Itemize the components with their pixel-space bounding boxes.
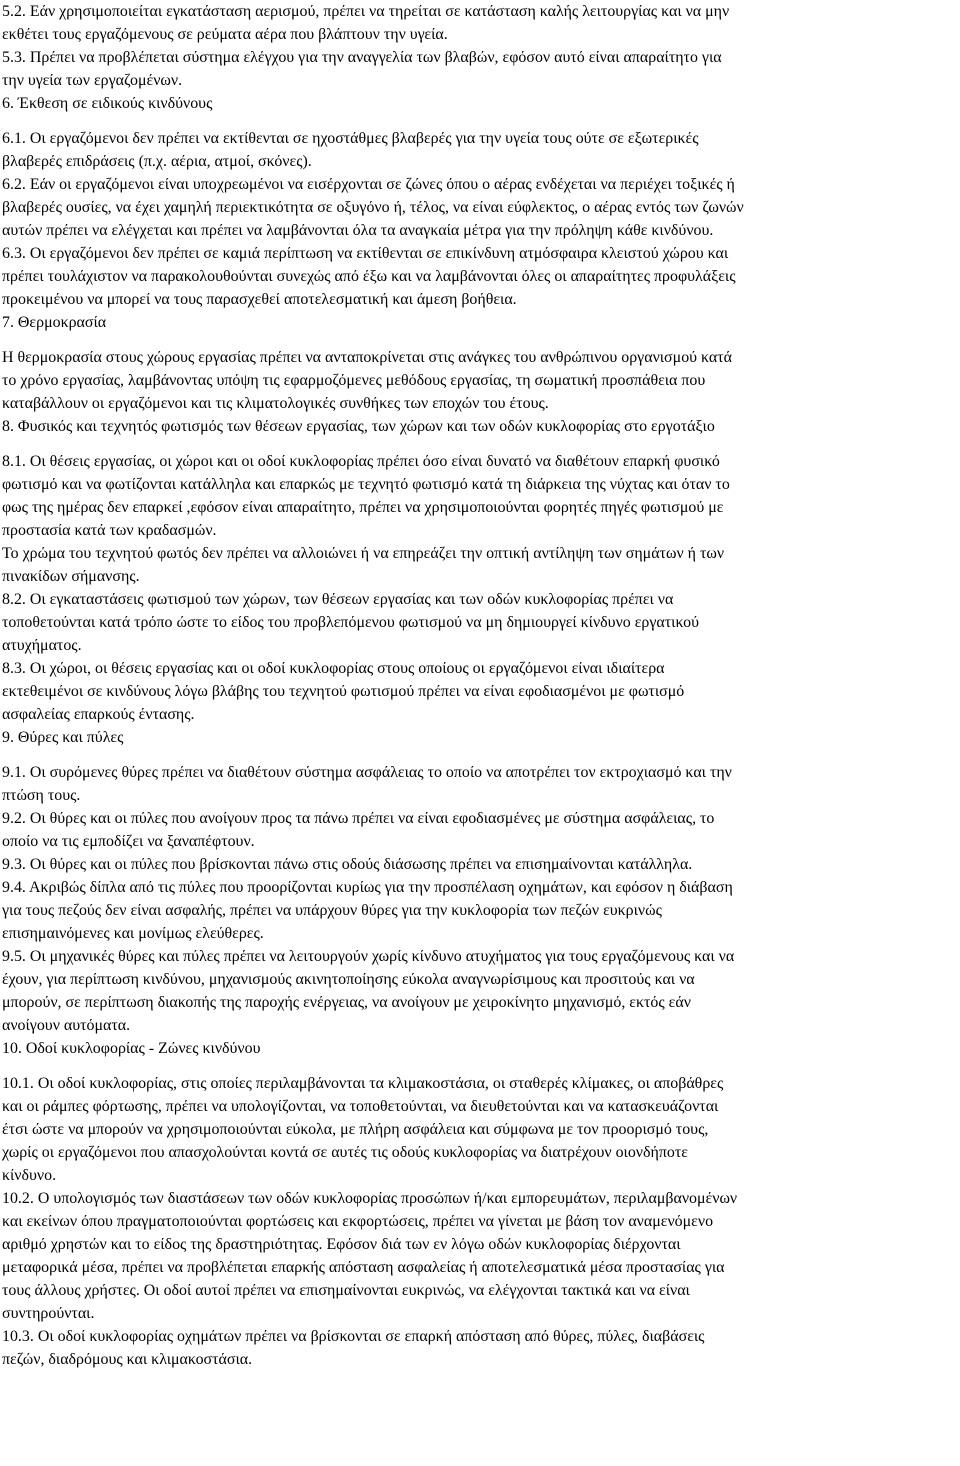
text-line: 10.1. Οι οδοί κυκλοφορίας, στις οποίες περιλαμβάνονται τα κλιμακοστάσια, οι σταθερές κλίμακες, οι αποβάθρες [1,1075,724,1092]
text-line: βλαβερές ουσίες, να έχει χαμηλή περιεκτικότητα σε οξυγόνο ή, τέλος, να είναι εύφλεκτος, ο αέρας εντός των ζωνών [1,199,744,216]
text-line: καταβάλλουν οι εργαζόμενοι και τις κλιματολογικές συνθήκες των εποχών του έτους. [1,395,549,412]
text-line: 9.1. Οι συρόμενες θύρες πρέπει να διαθέτουν σύστημα ασφάλειας το οποίο να αποτρέπει τον εκτροχιασμό και την [1,764,732,781]
text-line: τους άλλους χρήστες. Οι οδοί αυτοί πρέπει να επισημαίνονται ευκρινώς, να ελέγχονται τακτικά και να είναι [1,1282,690,1299]
text-line: Η θερμοκρασία στους χώρους εργασίας πρέπει να ανταποκρίνεται στις ανάγκες του ανθρώπινου οργανισμού κατά [1,349,733,366]
text-line: βλαβερές επιδράσεις (π.χ. αέρια, ατμοί, σκόνες). [1,153,312,170]
text-line: 8.1. Οι θέσεις εργασίας, οι χώροι και οι οδοί κυκλοφορίας πρέπει όσο είναι δυνατό να διαθέτουν επαρκή φυσικό [1,453,720,470]
text-line: πτώση τους. [1,787,81,804]
text-line: 10.3. Οι οδοί κυκλοφορίας οχημάτων πρέπει να βρίσκονται σε επαρκή απόσταση από θύρες, πύλες, διαβάσεις [1,1328,705,1345]
text-line: 9.2. Οι θύρες και οι πύλες που ανοίγουν προς τα πάνω πρέπει να είναι εφοδιασμένες με σύστημα ασφάλειας, το [1,810,715,827]
text-line: μεταφορικά μέσα, πρέπει να προβλέπεται επαρκής απόσταση ασφαλείας ή αποτελεσματικά μέσα προστασίας για [1,1259,725,1276]
text-line: 8.2. Οι εγκαταστάσεις φωτισμού των χώρων, των θέσεων εργασίας και των οδών κυκλοφορίας πρέπει να [1,591,674,608]
text-line: 6.1. Οι εργαζόμενοι δεν πρέπει να εκτίθενται σε ηχοστάθμες βλαβερές για την υγεία τους ούτε σε εξωτερικές [1,130,699,147]
text-line: το χρόνο εργασίας, λαμβάνοντας υπόψη τις εφαρμοζόμενες μεθόδους εργασίας, τη σωματική προσπάθεια που [1,372,706,389]
text-line: ασφαλείας επαρκούς έντασης. [1,706,195,723]
paragraph-spacer [0,115,960,127]
text-line: 9. Θύρες και πύλες [1,729,124,746]
paragraph-spacer [0,334,960,346]
text-line: ατυχήματος. [1,637,82,654]
text-line: ανοίγουν αυτόματα. [1,1017,131,1034]
text-line: 8. Φυσικός και τεχνητός φωτισμός των θέσεων εργασίας, των χώρων και των οδών κυκλοφορίας στο εργοτάξιο [1,418,715,435]
text-line: φως της ημέρας δεν επαρκεί ,εφόσον είναι απαραίτητο, πρέπει να χρησιμοποιούνται φορητές πηγές φωτισμού με [1,499,724,516]
text-line: και εκείνων όπου πραγματοποιούνται φορτώσεις και εκφορτώσεις, πρέπει να γίνεται με βάση τον αναμενόμενο [1,1213,714,1230]
text-line: αριθμό χρηστών και το είδος της δραστηριότητας. Εφόσον διά των εν λόγω οδών κυκλοφορίας διέρχονται [1,1236,681,1253]
text-line: 9.5. Οι μηχανικές θύρες και πύλες πρέπει να λειτουργούν χωρίς κίνδυνο ατυχήματος για τους εργαζόμενους και να [1,948,735,965]
text-line: 5.2. Εάν χρησιμοποιείται εγκατάσταση αερισμού, πρέπει να τηρείται σε κατάσταση καλής λειτουργίας και να μην [1,3,730,20]
text-line: προστασία κατά των κραδασμών. [1,522,217,539]
text-line: 8.3. Οι χώροι, οι θέσεις εργασίας και οι οδοί κυκλοφορίας στους οποίους οι εργαζόμενοι είναι ιδιαίτερα [1,660,665,677]
text-line: πινακίδων σήμανσης. [1,568,140,585]
text-line: 10. Οδοί κυκλοφορίας - Ζώνες κινδύνου [1,1040,261,1057]
text-line: τοποθετούνται κατά τρόπο ώστε το είδος του προβλεπόμενου φωτισμού να μη δημιουργεί κίνδυνο εργατικού [1,614,699,631]
text-line: κίνδυνο. [1,1167,57,1184]
text-line: προκειμένου να μπορεί να τους παρασχεθεί αποτελεσματική και άμεση βοήθεια. [1,291,517,308]
text-line: αυτών πρέπει να ελέγχεται και πρέπει να λαμβάνονται όλα τα αναγκαία μέτρα για την πρόληψη κάθε κινδύνου. [1,222,714,239]
paragraph-spacer [0,438,960,450]
text-line: 9.3. Οι θύρες και οι πύλες που βρίσκονται πάνω στις οδούς διάσωσης πρέπει να επισημαίνονται κατάλληλα. [1,856,693,873]
text-line: 7. Θερμοκρασία [1,314,107,331]
text-line: 6.2. Εάν οι εργαζόμενοι είναι υποχρεωμένοι να εισέρχονται σε ζώνες όπου ο αέρας ενδέχεται να περιέχει τοξικές ή [1,176,735,193]
text-line: επισημαινόμενες και μονίμως ελεύθερες. [1,925,264,942]
text-line: πρέπει τουλάχιστον να παρακολουθούνται συνεχώς από έξω και να λαμβάνονται όλες οι απαραίτητες προφυλάξεις [1,268,736,285]
text-line: Το χρώμα του τεχνητού φωτός δεν πρέπει να αλλοιώνει ή να επηρεάζει την οπτική αντίληψη των σημάτων ή των [1,545,725,562]
text-line: 6.3. Οι εργαζόμενοι δεν πρέπει σε καμιά περίπτωση να εκτίθενται σε επικίνδυνη ατμόσφαιρα κλειστού χώρου και [1,245,729,262]
text-line: έτσι ώστε να μπορούν να χρησιμοποιούνται εύκολα, με πλήρη ασφάλεια και σύμφωνα με τον προορισμό τους, [1,1121,709,1138]
paragraph-spacer [0,1060,960,1072]
text-line: και οι ράμπες φόρτωσης, πρέπει να υπολογίζονται, να τοποθετούνται, να διευθετούνται και να κατασκευάζονται [1,1098,719,1115]
text-line: εκτεθειμένοι σε κινδύνους λόγω βλάβης του τεχνητού φωτισμού πρέπει να είναι εφοδιασμένοι με φωτισμό [1,683,685,700]
text-line: μπορούν, σε περίπτωση διακοπής της παροχής ενέργειας, να ανοίγουν με χειροκίνητο μηχανισμό, εκτός εάν [1,994,691,1011]
text-line: 5.3. Πρέπει να προβλέπεται σύστημα ελέγχου για την αναγγελία των βλαβών, εφόσον αυτό είναι απαραίτητο για [1,49,722,66]
text-line: 9.4. Ακριβώς δίπλα από τις πύλες που προορίζονται κυρίως για την προσπέλαση οχημάτων, και εφόσον η διάβαση [1,879,733,896]
text-line: εκθέτει τους εργαζόμενους σε ρεύματα αέρα που βλάπτουν την υγεία. [1,26,448,43]
paragraph-spacer [0,749,960,761]
text-line: συντηρούνται. [1,1305,95,1322]
text-line: την υγεία των εργαζομένων. [1,72,183,89]
text-line: φωτισμό και να φωτίζονται κατάλληλα και επαρκώς με τεχνητό φωτισμό κατά τη διάρκεια της νύχτας και όταν το [1,476,730,493]
text-line: 6. Έκθεση σε ειδικούς κινδύνους [1,95,213,112]
text-line: οποίο να τις εμποδίζει να ξαναπέφτουν. [1,833,255,850]
text-line: έχουν, για περίπτωση κινδύνου, μηχανισμούς ακινητοποίησης εύκολα αναγνωρίσιμους και προσιτούς και να [1,971,695,988]
text-line: για τους πεζούς δεν είναι ασφαλής, πρέπει να υπάρχουν θύρες για την κυκλοφορία των πεζών ευκρινώς [1,902,662,919]
text-line: πεζών, διαδρόμους και κλιμακοστάσια. [1,1351,253,1368]
text-line: 10.2. Ο υπολογισμός των διαστάσεων των οδών κυκλοφορίας προσώπων ή/και εμπορευμάτων, περιλαμβανομένων [1,1190,738,1207]
text-line: χωρίς οι εργαζόμενοι που απασχολούνται κοντά σε αυτές τις οδούς κυκλοφορίας να διατρέχουν οιονδήποτε [1,1144,688,1161]
